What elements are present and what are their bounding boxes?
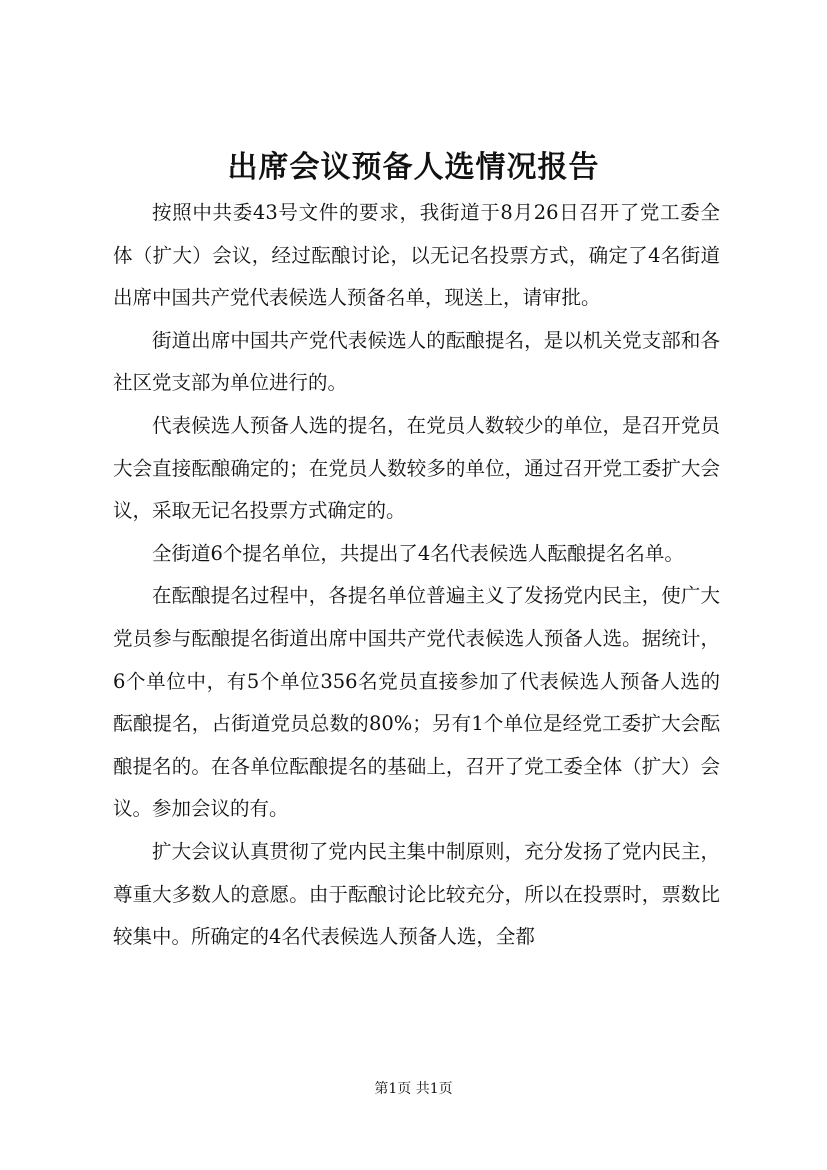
document-body: [113, 192, 720, 959]
paragraph: 扩大会议认真贯彻了党内民主集中制原则，充分发扬了党内民主，尊重大多数人的意愿。由于酝酿讨论比较充分，所以在投票时，票数比较集中。所确定的4名代表候选人预备人选，全都: [113, 839, 720, 949]
document-title: 出席会议预备人选情况报告: [227, 150, 600, 185]
paragraph: 街道出席中国共产党代表候选人的酝酿提名，是以机关党支部和各社区党支部为单位进行的。: [113, 328, 720, 395]
paragraph: 按照中共委43号文件的要求，我街道于8月26日召开了党工委全体（扩大）会议，经过酝酿讨论，以无记名投票方式，确定了4名街道出席中国共产党代表候选人预备名单，现送上，请审批。: [113, 201, 720, 310]
page-footer: 第1页 共1页: [374, 1081, 453, 1097]
paragraph: 代表候选人预备人选的提名，在党员人数较少的单位，是召开党员大会直接酝酿确定的；在党员人数较多的单位，通过召开党工委扩大会议，采取无记名投票方式确定的。: [113, 413, 720, 523]
paragraph: 全街道6个提名单位，共提出了4名代表候选人酝酿提名名单。: [152, 541, 684, 565]
paragraph: 在酝酿提名过程中，各提名单位普遍主义了发扬党内民主，使广大党员参与酝酿提名街道出席中国共产党代表候选人预备人选。据统计，6个单位中，有5个单位356名党员直接参加了代表候选人预备人选的酝酿提名，占街道党员总数的80%；另有1个单位是经党工委扩大会酝酿提名的。在各单位酝酿提名的基础上，召开了党工委全体（扩大）会议。参加会议的有。: [113, 584, 720, 821]
